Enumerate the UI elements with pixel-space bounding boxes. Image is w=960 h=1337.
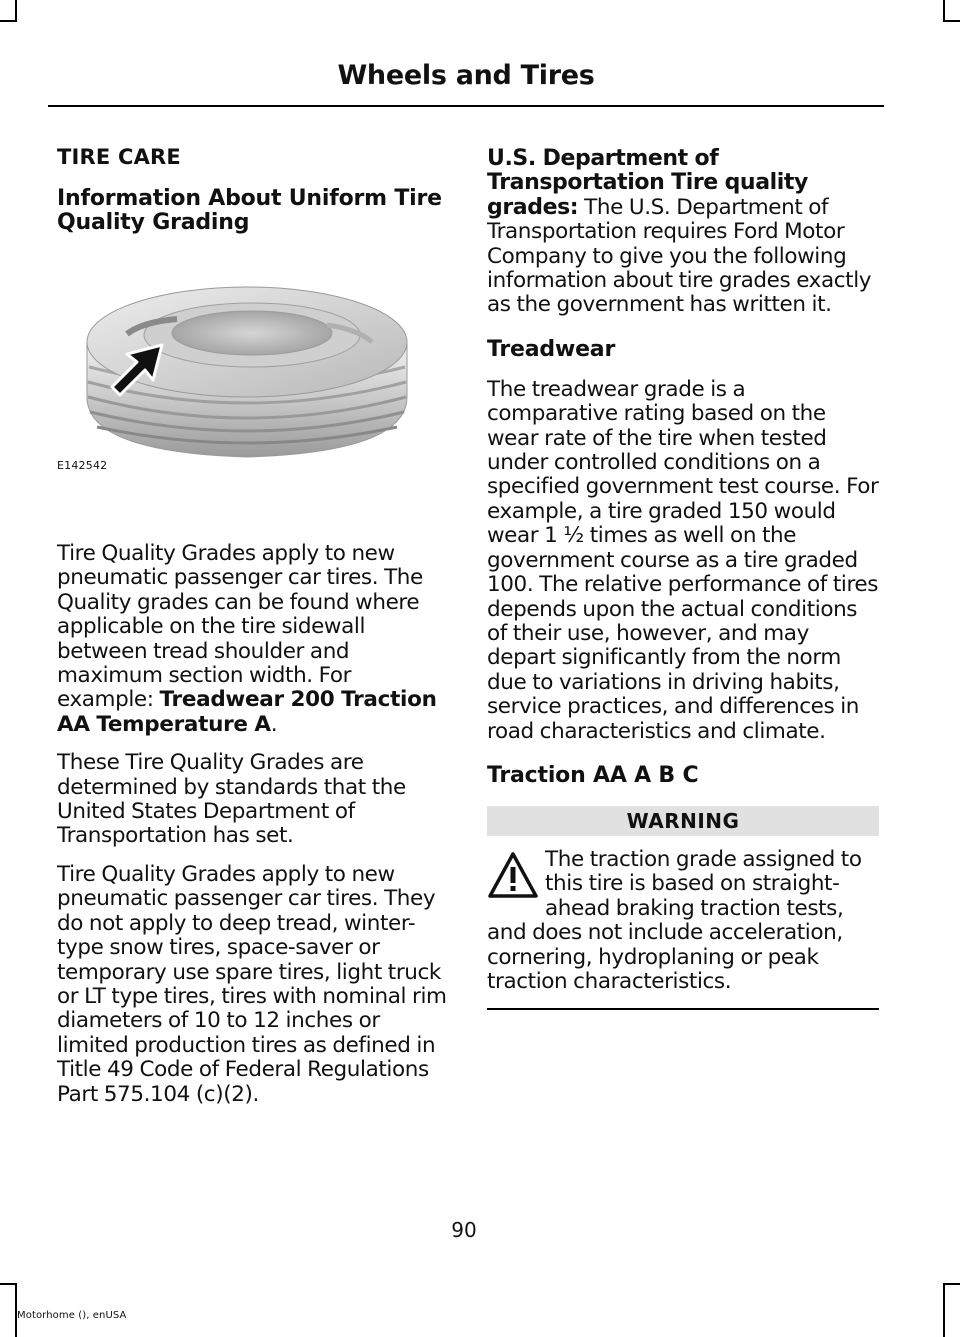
- crop-mark: [15, 0, 17, 22]
- traction-heading: Traction AA A B C: [487, 762, 699, 788]
- left-column: [57, 145, 449, 1121]
- warning-text: The traction grade assigned to this tire is based on straight-ahead braking traction tests, and does not include acceleration, cornering, hydroplaning or peak traction characteristics.: [487, 846, 862, 994]
- figure-label: E142542: [57, 459, 108, 472]
- section-title: TIRE CARE: [57, 145, 181, 169]
- crop-mark: [943, 20, 960, 22]
- footer-doc-text: Motorhome (), enUSA: [17, 1310, 127, 1321]
- example-grades: Treadwear 200 Traction AA Temperature A: [57, 687, 437, 737]
- warning-triangle-icon: [487, 850, 539, 900]
- dot-text: The U.S. Department of Transportation requires Ford Motor Company to give you the following information about tire grades exactly as the government has written it.: [487, 194, 872, 318]
- paragraph-exclusions: Tire Quality Grades apply to new pneumatic passenger car tires. They do not apply to deep tread, winter-type snow tires, space-saver or temporary use spare tires, light truck or LT type tires, tires with nominal rim diameters of 10 to 12 inches or limited production tires as defined in Title 49 Code of Federal Regulations Part 575.104 (c)(2).: [57, 861, 447, 1107]
- crop-mark: [0, 20, 17, 22]
- warning-box: [487, 806, 879, 1010]
- header-rule: [48, 105, 884, 107]
- crop-mark: [943, 1283, 960, 1285]
- paragraph-treadwear: The treadwear grade is a comparative rating based on the wear rate of the tire when tested under controlled conditions on a specified government test course. For example, a tire graded 150 would wear 1 ½ times as well on the government course as a tire graded 100. The relative performance of tires depends upon the actual conditions of their use, however, and may depart significantly from the norm due to variations in driving habits, service practices, and differences in road characteristics and climate.: [487, 376, 879, 744]
- subheading-utqg: Information About Uniform Tire Quality Grading: [57, 186, 442, 235]
- page-number: 90: [451, 1218, 477, 1242]
- page-header-title: Wheels and Tires: [337, 60, 595, 91]
- paragraph-quality-grades: [57, 542, 449, 737]
- dot-heading: U.S. Department of Transportation Tire quality grades:: [487, 146, 808, 220]
- crop-mark: [943, 0, 945, 22]
- right-column: [487, 145, 879, 1010]
- treadwear-heading: Treadwear: [487, 336, 616, 362]
- warning-title: WARNING: [487, 806, 879, 836]
- warning-body: [487, 848, 879, 1010]
- tire-figure: [57, 247, 417, 532]
- paragraph-text: Tire Quality Grades apply to new pneumatic passenger car tires. The Quality grades can be found where applicable on the tire sidewall between tread shoulder and maximum section width. For example:: [57, 541, 423, 713]
- paragraph-dot: [487, 147, 879, 318]
- paragraph-standards: These Tire Quality Grades are determined by standards that the United States Department of Transportation has set.: [57, 750, 406, 849]
- tire-illustration: [57, 247, 417, 477]
- paragraph-end: .: [270, 711, 278, 737]
- crop-mark: [943, 1283, 945, 1337]
- crop-mark: [0, 1283, 17, 1285]
